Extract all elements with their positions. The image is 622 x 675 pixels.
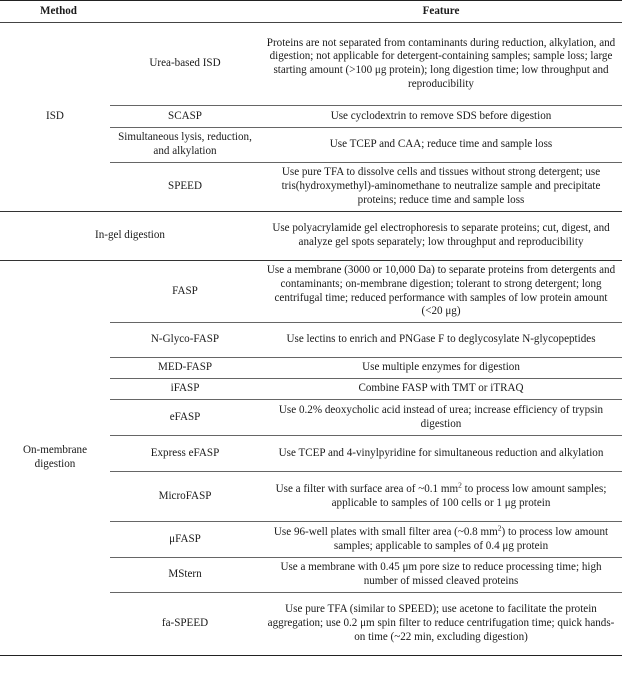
feature-cell: Use TCEP and 4-vinylpyridine for simultaneous reduction and alkylation [278,446,604,459]
method-cell: iFASP [170,382,200,395]
feature-cell: Use a membrane (3000 or 10,000 Da) to separate proteins from detergents and contaminants; on-membrane digestion; tolerant to strong detergent; long centrifugal time; reduced performance with samples of low protein amount (<20 μg) [266,264,616,318]
feature-cell: Use TCEP and CAA; reduce time and sample loss [329,138,553,151]
feature-cell: Use pure TFA to dissolve cells and tissues without strong detergent; use tris(hydroxymethyl)-aminomethane to neutralize sample and precipitate proteins; reduce time and sample loss [281,166,601,206]
superscript: 2 [497,523,502,533]
method-cell: MStern [168,568,202,581]
group-label-isd: ISD [46,110,64,123]
table-row [0,212,622,261]
feature-cell: Use a membrane with 0.45 μm pore size to reduce processing time; high number of missed cleaved proteins [280,561,602,587]
method-cell: MicroFASP [158,489,212,502]
table-row [0,23,622,106]
feature-cell: Use multiple enzymes for digestion [362,361,520,374]
feature-text: Use 96-well plates with small filter area (~0.8 mm [273,525,498,538]
feature-text: ) to process low amount samples; applicable to samples of 0.4 μg protein [333,525,609,552]
table-row [0,261,622,323]
feature-cell [260,472,622,522]
column-header-method: Method [40,4,77,17]
feature-cell: Combine FASP with TMT or iTRAQ [358,382,524,395]
method-cell: FASP [172,284,198,297]
method-cell: N-Glyco-FASP [150,333,220,346]
column-header-feature: Feature [422,4,460,17]
feature-cell: Use lectins to enrich and PNGase F to deglycosylate N-glycopeptides [286,333,596,346]
method-cell: SCASP [168,109,202,122]
group-label-in-gel: In-gel digestion [95,229,165,242]
method-cell: fa-SPEED [161,617,209,630]
table-header-row [0,1,622,23]
feature-cell [260,522,622,558]
feature-cell: Proteins are not separated from contaminants during reduction, alkylation, and digestion; not applicable for detergent-containing samples; sample loss; large starting amount (>100 μg protein); long digestion time; low throughput and reproducibility [266,36,616,90]
method-cell: Simultaneous lysis, reduction, and alkylation [118,131,252,157]
method-cell: Urea-based ISD [149,57,221,70]
feature-cell: Use pure TFA (similar to SPEED); use acetone to facilitate the protein aggregation; use 0.2 μm spin filter to reduce centrifugation time; quick hands-on time (~22 min, excluding digestion) [267,603,615,643]
group-label-on-membrane: On-membrane digestion [22,444,88,470]
feature-cell: Use 0.2% deoxycholic acid instead of urea; increase efficiency of trypsin digestion [278,403,604,430]
method-cell: Express eFASP [150,446,220,459]
feature-text: to process low amount samples; applicable to samples of 100 cells or 1 μg protein [331,482,607,509]
feature-text: Use a filter with surface area of ~0.1 mm [275,482,459,495]
feature-cell: Use polyacrylamide gel electrophoresis to separate proteins; cut, digest, and analyze gel spots separately; low throughput and reproducibility [272,222,610,248]
feature-cell: Use cyclodextrin to remove SDS before digestion [330,109,552,122]
method-cell: MED-FASP [157,361,213,374]
method-cell: eFASP [169,410,201,423]
superscript: 2 [458,480,462,490]
method-cell: SPEED [168,180,202,193]
method-cell: μFASP [169,532,201,545]
